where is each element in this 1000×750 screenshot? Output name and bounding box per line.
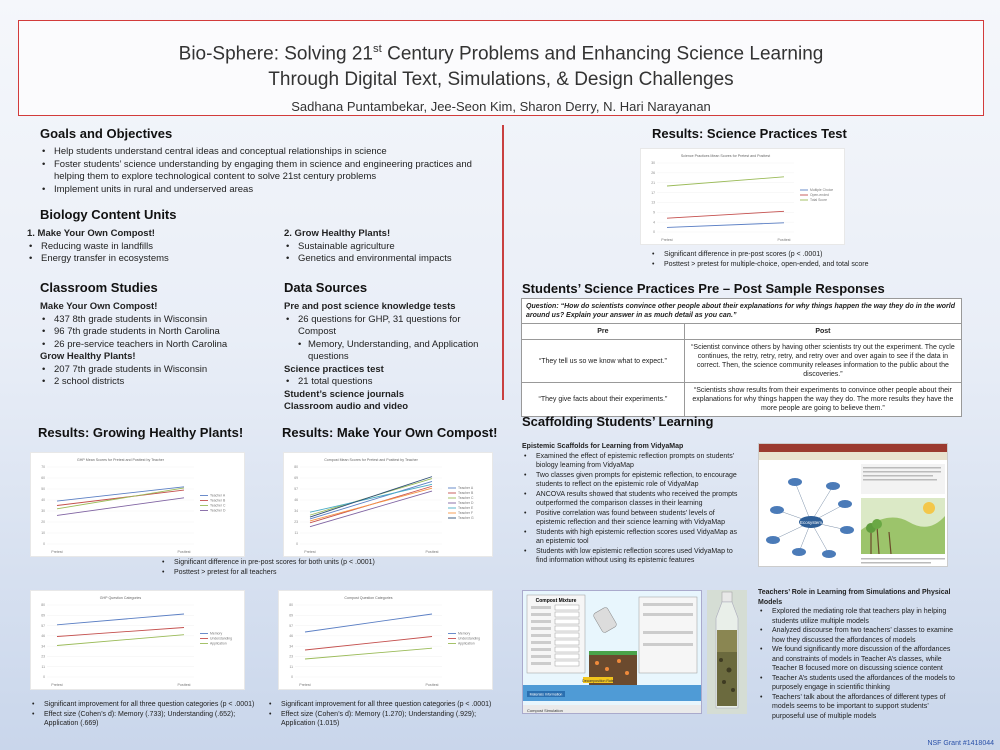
journals-label: Student’s science journals: [284, 388, 405, 400]
x-tick-label: Pretest: [299, 683, 311, 687]
y-tick-label: 0: [653, 230, 655, 235]
sim-title: Compost Mixture: [535, 598, 577, 604]
compost-simulation-screenshot: [522, 590, 702, 714]
x-tick-label: Pretest: [51, 550, 63, 554]
y-tick-label: 46: [289, 634, 293, 639]
legend-label: Teacher D: [210, 508, 226, 513]
chart-title: GHP Mean Scores for Pretest and Posttest by Teacher: [77, 458, 164, 462]
series-line: [310, 484, 432, 512]
legend-label: Teacher A: [458, 486, 474, 491]
content-units-section: [40, 207, 500, 222]
ghp-scores-chart: [30, 452, 245, 557]
series-line: [667, 223, 784, 228]
legend-label: Teacher D: [458, 501, 474, 506]
authors: Sadhana Puntambekar, Jee-Seon Kim, Sharon Derry, N. Hari Narayanan: [291, 99, 711, 115]
list-item: • Positive correlation was found between students’ levels of epistemic reflection and their science learning with VidyaMap: [522, 509, 744, 528]
y-tick-label: 10: [41, 531, 45, 536]
goals-heading: Goals and Objectives: [40, 126, 173, 141]
sim-rate-label: Decomposition Rate: [582, 679, 614, 683]
y-tick-label: 20: [41, 520, 45, 525]
list-item: • ANCOVA results showed that students who received the prompts outperformed the comparison classes in their learning: [522, 490, 744, 509]
question-text: “How do scientists convince other people about their explanations for why things happen the way they do in the world around us? Explain your answer in as much detail as you can.”: [526, 303, 956, 319]
legend-label: Teacher A: [210, 493, 226, 498]
list-item: • Students with high epistemic reflection scores used VidyaMap as an epistemic tool: [522, 528, 744, 547]
list-item: • 207 7th grade students in Wisconsin: [40, 364, 270, 377]
y-tick-label: 80: [294, 465, 298, 470]
y-tick-label: 11: [41, 664, 45, 669]
legend-label: Teacher B: [210, 498, 226, 503]
ghp-categories-chart: [30, 590, 245, 690]
y-tick-label: 30: [651, 161, 655, 166]
y-tick-label: 57: [294, 487, 298, 492]
col-pre: Pre: [522, 324, 685, 340]
y-tick-label: 34: [289, 644, 293, 649]
epistemic-title: Epistemic Scaffolds for Learning from VidyaMap: [522, 443, 684, 450]
x-tick-label: Pretest: [51, 683, 63, 687]
title-banner: [18, 20, 984, 116]
list-item: • Posttest > pretest for multiple-choice, open-ended, and total score: [650, 260, 910, 270]
series-line: [57, 614, 184, 625]
question-label: Question:: [526, 303, 559, 310]
y-tick-label: 40: [41, 498, 45, 503]
list-item: • 96 7th grade students in North Carolina: [40, 326, 270, 339]
science-practices-chart: [640, 148, 845, 245]
data-sources-heading: Data Sources: [284, 280, 368, 295]
series-line: [310, 488, 432, 521]
y-tick-label: 23: [41, 654, 45, 659]
responses-heading: Students’ Science Practices Pre – Post Sample Responses: [522, 281, 885, 296]
table-row: [522, 340, 962, 383]
list-item: • Explored the mediating role that teachers play in helping students utilize multiple models: [758, 607, 958, 626]
responses-table: [521, 298, 962, 417]
x-tick-label: Posttest: [177, 550, 191, 554]
list-item: • Significant improvement for all three question categories (p < .0001): [267, 700, 497, 710]
series-line: [57, 490, 184, 505]
list-item: • Two classes given prompts for epistemic reflection, to encourage students to reflect on the epistemic role of VidyaMap: [522, 471, 744, 490]
list-item: • 26 questions for GHP, 31 questions for Compost: [284, 314, 494, 339]
post-response: “Scientists show results from their experiments to convince other people about their explanations for why things happen the way they do. The more results they have the more people are going to believe them.”: [684, 383, 961, 417]
y-tick-label: 11: [289, 664, 293, 669]
y-tick-label: 13: [651, 200, 655, 205]
compost-categories-chart: [278, 590, 493, 690]
legend-label: Memory: [458, 631, 471, 636]
compost-simulation-scene: [523, 591, 702, 714]
x-tick-label: Posttest: [425, 683, 439, 687]
goals-section: [40, 126, 490, 196]
legend-label: Total Score: [810, 198, 827, 203]
y-tick-label: 23: [289, 654, 293, 659]
list-item: • 26 pre-service teachers in North Carolina: [40, 339, 270, 352]
list-item: • Posttest > pretest for all teachers: [160, 568, 400, 578]
plants-notes: [160, 558, 400, 577]
unit2: [284, 228, 499, 266]
series-line: [57, 488, 184, 509]
epistemic-section: [522, 442, 744, 566]
list-item: • Students with low epistemic reflection scores used VidyaMap to find information without using its epistemic features: [522, 547, 744, 566]
legend-label: Multiple Choice: [810, 188, 834, 193]
list-item: • Analyzed discourse from two teachers’ classes to examine how they discussed the affordances of models: [758, 626, 958, 645]
list-item: • 21 total questions: [284, 376, 494, 389]
data-sources-section: [284, 280, 494, 414]
series-line: [305, 637, 432, 651]
series-line: [667, 177, 784, 186]
legend-label: Teacher F: [458, 511, 474, 516]
column-divider: [502, 125, 504, 400]
y-tick-label: 80: [41, 603, 45, 608]
legend-label: Memory: [210, 631, 223, 636]
legend-label: Application: [210, 641, 227, 646]
legend-label: Teacher C: [458, 496, 474, 501]
y-tick-label: 57: [41, 623, 45, 628]
plants-study-title: Grow Healthy Plants!: [40, 351, 136, 362]
list-item: • Significant difference in pre-post scores (p < .0001): [650, 250, 910, 260]
unit1-title: 1. Make Your Own Compost!: [27, 228, 155, 239]
x-tick-label: Posttest: [425, 550, 439, 554]
list-item: • Teacher A’s students used the affordances of the models to purposely engage in scientific thinking: [758, 674, 958, 693]
list-item: • Foster students’ science understanding by engaging them in science and engineering practices and helping them to explore technological content to solve 21st century problems: [40, 159, 490, 184]
legend-label: Open-ended: [810, 193, 829, 198]
y-tick-label: 17: [651, 190, 655, 195]
series-line: [305, 648, 432, 659]
y-tick-label: 4: [653, 220, 655, 225]
col-post: Post: [684, 324, 961, 340]
chart-title: Science Practices Mean Scores for Pretest and Posttest: [680, 154, 771, 158]
y-tick-label: 9: [653, 210, 655, 215]
list-item: • Sustainable agriculture: [284, 241, 499, 254]
vidyamap-titlebar: [759, 444, 947, 452]
series-line: [305, 614, 432, 632]
list-item: • Help students understand central ideas and conceptual relationships in science: [40, 146, 490, 159]
series-line: [57, 498, 184, 516]
y-tick-label: 69: [289, 613, 293, 618]
series-line: [310, 481, 432, 519]
table-row: [522, 383, 962, 417]
y-tick-label: 70: [41, 465, 45, 470]
grant-footer: NSF Grant #1418044: [927, 740, 994, 747]
legend-label: Application: [458, 641, 475, 646]
chart-title: GHP Question Categories: [99, 596, 142, 600]
list-item: • Genetics and environmental impacts: [284, 253, 499, 266]
list-item: • Teachers’ talk about the affordances of different types of models seems to be important to support students’ purposeful use of multiple models: [758, 693, 958, 722]
legend-label: Teacher G: [458, 516, 474, 521]
scaffolding-heading: Scaffolding Students’ Learning: [522, 414, 714, 429]
practices-notes: [650, 250, 910, 269]
results-compost-heading: Results: Make Your Own Compost!: [282, 425, 498, 440]
legend-label: Teacher B: [458, 491, 474, 496]
list-item: • Effect size (Cohen’s d): Memory (1.270); Understanding (.929); Application (1.015): [267, 710, 497, 729]
post-response: “Scientist convince others by having other scientists try out the experiment. The cycle continues, the retry, retry, retry, and retry over and over again to see if the data in correct. Then, the science community releases information to the public about the discoveries.”: [684, 340, 961, 383]
list-item: • Significant improvement for all three question categories (p < .0001): [30, 700, 265, 710]
x-tick-label: Pretest: [661, 238, 673, 242]
question-cell: [522, 299, 962, 324]
legend-label: Teacher C: [210, 503, 226, 508]
list-item: • We found significantly more discussion of the affordances and constraints of models in Teacher A’s classes, while Teacher B focused more on discussing science content: [758, 645, 958, 674]
y-tick-label: 0: [291, 675, 293, 680]
y-tick-label: 30: [41, 509, 45, 514]
y-tick-label: 80: [289, 603, 293, 608]
list-item: • Effect size (Cohen’s d): Memory (.733); Understanding (.652); Application (.669): [30, 710, 265, 729]
classroom-section: [40, 280, 270, 389]
legend-label: Teacher E: [458, 506, 474, 511]
unit2-title: 2. Grow Healthy Plants!: [284, 228, 391, 239]
chart-title: Compost Question Categories: [344, 596, 393, 600]
x-tick-label: Posttest: [777, 238, 791, 242]
x-tick-label: Pretest: [304, 550, 316, 554]
bottle-model-photo: [707, 590, 747, 714]
sim-footer: Compost Simulation: [527, 708, 563, 713]
unit1: [27, 228, 267, 266]
compost-study-title: Make Your Own Compost!: [40, 301, 158, 312]
y-tick-label: 46: [41, 634, 45, 639]
vidyamap-concept-map: [759, 460, 948, 567]
legend-label: Understanding: [458, 636, 481, 641]
y-tick-label: 11: [294, 531, 298, 536]
y-tick-label: 34: [294, 509, 298, 514]
y-tick-label: 46: [294, 498, 298, 503]
audio-label: Classroom audio and video: [284, 401, 409, 412]
vidyamap-tabs: [759, 452, 947, 460]
y-tick-label: 34: [41, 644, 45, 649]
teachers-section: [758, 588, 958, 721]
content-units-heading: Biology Content Units: [40, 207, 177, 222]
compost-category-notes: [267, 700, 497, 729]
list-item: • Significant difference in pre-post scores for both units (p < .0001): [160, 558, 400, 568]
teachers-title: Teachers’ Role in Learning from Simulations and Physical Models: [758, 589, 951, 606]
classroom-heading: Classroom Studies: [40, 280, 158, 295]
practices-title: Science practices test: [284, 363, 384, 375]
list-item: • Reducing waste in landfills: [27, 241, 267, 254]
series-line: [57, 635, 184, 646]
poster-title-line1: Bio-Sphere: Solving 21st Century Problems and Enhancing Science Learning: [178, 43, 824, 65]
legend-label: Understanding: [210, 636, 233, 641]
list-item: • Energy transfer in ecosystems: [27, 253, 267, 266]
x-tick-label: Posttest: [177, 683, 191, 687]
vidyamap-screenshot: [758, 443, 948, 567]
y-tick-label: 0: [296, 542, 298, 547]
y-tick-label: 23: [294, 520, 298, 525]
ghp-category-notes: [30, 700, 265, 729]
bottle-photo-scene: [707, 590, 747, 714]
y-tick-label: 0: [43, 675, 45, 680]
series-line: [57, 628, 184, 637]
list-item: • Memory, Understanding, and Application questions: [284, 339, 494, 364]
pre-response: “They give facts about their experiments.”: [522, 383, 685, 417]
y-tick-label: 0: [43, 542, 45, 547]
y-tick-label: 57: [289, 623, 293, 628]
vidyamap-center-label: Ecosystem: [799, 520, 823, 525]
y-tick-label: 69: [294, 476, 298, 481]
goals-list: [40, 146, 490, 196]
y-tick-label: 50: [41, 487, 45, 492]
sim-button: Materials Information: [529, 692, 563, 697]
y-tick-label: 69: [41, 613, 45, 618]
results-plants-heading: Results: Growing Healthy Plants!: [38, 425, 244, 440]
y-tick-label: 60: [41, 476, 45, 481]
y-tick-label: 26: [651, 171, 655, 176]
results-practices-heading: Results: Science Practices Test: [652, 126, 847, 141]
compost-scores-chart: [283, 452, 493, 557]
pre-response: “They tell us so we know what to expect.”: [522, 340, 685, 383]
y-tick-label: 21: [651, 180, 655, 185]
chart-title: Compost Mean Scores for Pretest and Posttest by Teacher: [324, 458, 418, 462]
tests-title: Pre and post science knowledge tests: [284, 301, 456, 312]
list-item: • Implement units in rural and underserved areas: [40, 184, 490, 197]
list-item: • 437 8th grade students in Wisconsin: [40, 314, 270, 327]
list-item: • Examined the effect of epistemic reflection prompts on students’ biology learning from VidyaMap: [522, 452, 744, 471]
list-item: • 2 school districts: [40, 376, 270, 389]
poster-title-line2: Through Digital Text, Simulations, & Design Challenges: [268, 69, 734, 91]
